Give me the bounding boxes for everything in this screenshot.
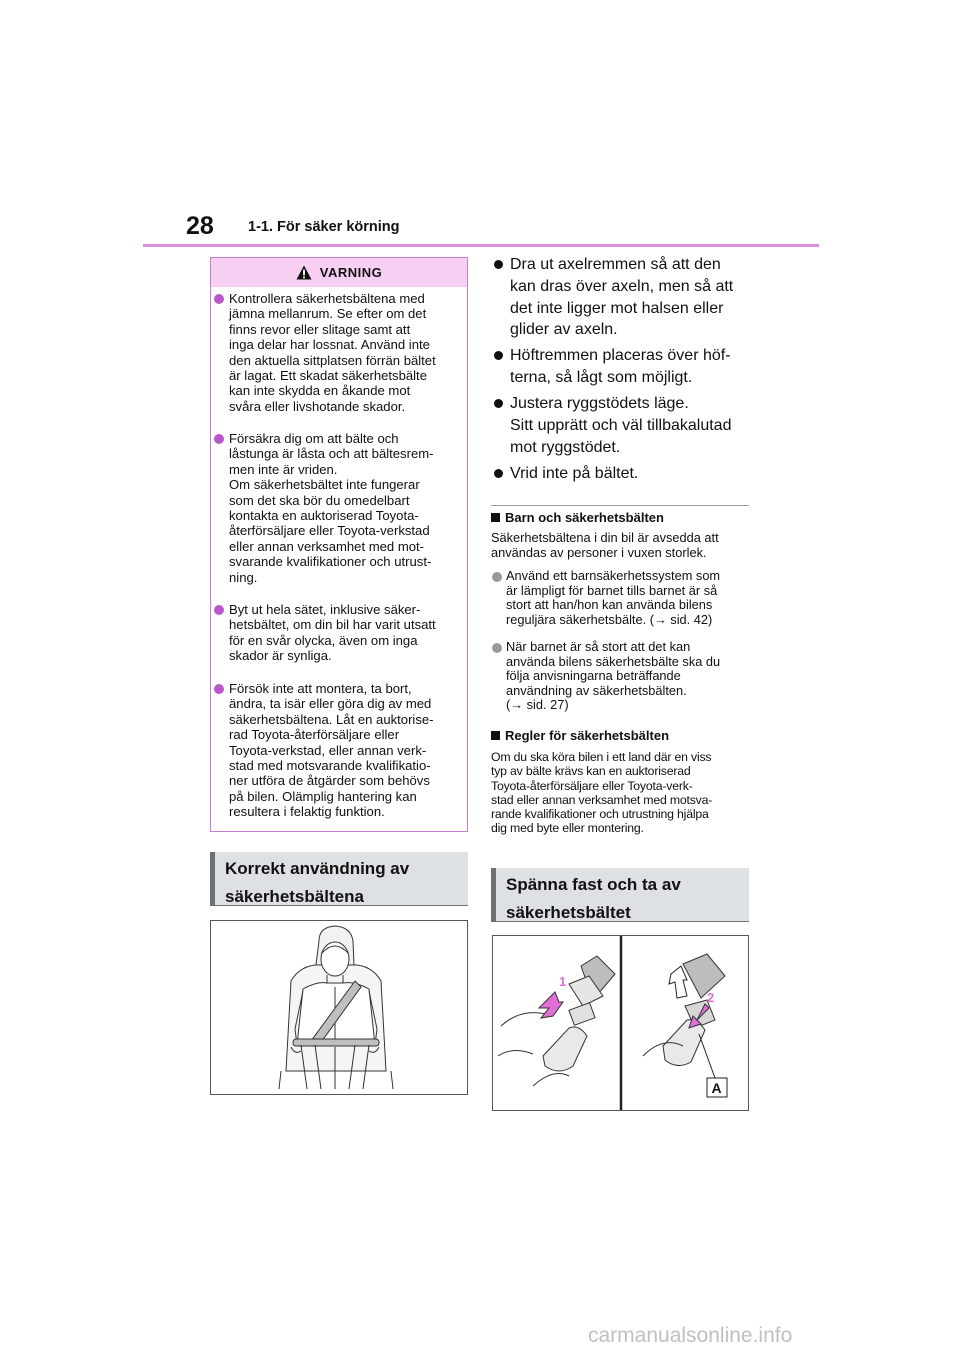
warning-item <box>214 291 466 414</box>
callout-label-a: A <box>711 1080 722 1096</box>
usage-list-item <box>494 393 759 458</box>
square-bullet-icon <box>491 513 500 522</box>
callout-label-1: 1 <box>559 974 567 989</box>
bullet-dot-icon <box>214 684 224 694</box>
usage-item-text: Justera ryggstödets läge. Sitt upprätt och väl tillbakalutad mot ryggstödet. <box>510 395 732 456</box>
usage-list-item <box>494 254 759 341</box>
warning-item <box>214 431 466 585</box>
section-divider <box>491 505 749 506</box>
warning-item-text: Byt ut hela sätet, inklusive säker- hetsbältet, om din bil har varit utsatt för en svår olycka, även om inga skador är synliga. <box>229 602 436 664</box>
bullet-dot-icon <box>494 469 503 478</box>
bullet-dot-icon <box>214 294 224 304</box>
section-header-correct-use <box>210 852 468 906</box>
bullet-dot-icon <box>492 643 502 653</box>
arrow-up-icon <box>669 966 687 998</box>
arrow-push-icon <box>539 992 563 1018</box>
seatbelt-person-illustration <box>210 920 468 1095</box>
section-title: Korrekt användning av säkerhetsbältena <box>225 859 410 906</box>
subheading-children <box>491 510 664 525</box>
subheading-text: Regler för säkerhetsbälten <box>505 728 670 743</box>
warning-item <box>214 681 466 820</box>
usage-item-text: Dra ut axelremmen så att den kan dras över axeln, men så att det inte ligger mot halsen eller glider av axeln. <box>510 256 734 339</box>
rules-text: Om du ska köra bilen i ett land där en viss typ av bälte krävs kan en auktoriserad Toyota-återförsäljare eller Toyota-verk- stad eller annan verksamhet med motsva- rande kvalifikationer och utrustning hjälpa dig med byte eller montering. <box>491 750 713 836</box>
subheading-text: Barn och säkerhetsbälten <box>505 510 664 525</box>
chapter-title: 1-1. För säker körning <box>248 219 400 235</box>
square-bullet-icon <box>491 731 500 740</box>
callout-label-2: 2 <box>707 990 715 1005</box>
bullet-dot-icon <box>214 434 224 444</box>
usage-list-item <box>494 463 759 485</box>
children-item-text: När barnet är så stort att det kan använda bilens säkerhetsbälte ska du följa anvisningarna beträffande användning av säkerhetsbälten. (→ sid. 27) <box>506 639 721 713</box>
seated-person-drawing <box>211 921 467 1094</box>
warning-title: VARNING <box>319 265 383 280</box>
warning-item-text: Försäkra dig om att bälte och låstunga är låsta och att bältesrem- men inte är vriden. Om säkerhetsbältet inte fungerar som det ska bör du omedelbart kontakta en auktoriserad Toyota- återförsäljare eller Toyota-verkstad eller annan verksamhet med mot- svarande kvalifikationer och utrust- ning. <box>229 431 434 585</box>
children-intro: Säkerhetsbältena i din bil är avsedda att användas av personer i vuxen storlek. <box>491 530 719 560</box>
section-title: Spänna fast och ta av säkerhetsbältet <box>506 875 681 922</box>
children-item-text: Använd ett barnsäkerhetssystem som är lämpligt för barnet tills barnet är så stort att han/hon kan använda bilens reguljära säkerhetsbälte. (→ sid. 42) <box>506 568 721 627</box>
bullet-dot-icon <box>494 399 503 408</box>
warning-triangle-icon <box>296 265 312 280</box>
buckle-illustration <box>492 935 749 1111</box>
bullet-dot-icon <box>492 572 502 582</box>
subheading-rules <box>491 728 669 743</box>
page-number: 28 <box>186 212 214 240</box>
children-list-item <box>491 569 751 627</box>
usage-item-text: Vrid inte på bältet. <box>510 465 639 482</box>
warning-item <box>214 602 466 664</box>
usage-list-item <box>494 345 759 389</box>
warning-item-text: Försök inte att montera, ta bort, ändra, ta isär eller göra dig av med säkerhetsbältena. Låt en auktorise- rad Toyota-återförsäljare eller Toyota-verkstad, eller annan verk- stad med motsvarande kvalifikatio- ner utföra de åtgärder som behövs på bilen. Olämplig hantering kan resultera i felaktig funktion. <box>229 681 434 820</box>
watermark-text: carmanualsonline.info <box>588 1324 793 1347</box>
header-divider <box>143 244 819 247</box>
warning-header <box>211 258 467 287</box>
section-header-fasten <box>491 868 749 922</box>
bullet-dot-icon <box>494 351 503 360</box>
warning-item-text: Kontrollera säkerhetsbältena med jämna mellanrum. Se efter om det finns revor eller slitage samt att inga delar har lossnat. Använd inte den aktuella sittplatsen förrän bältet är lagat. Ett skadat säkerhetsbälte kan inte skydda en åkande mot svåra eller livshotande skador. <box>229 291 436 414</box>
usage-item-text: Höftremmen placeras över höf- terna, så lågt som möjligt. <box>510 347 731 386</box>
buckle-drawing <box>493 936 748 1110</box>
bullet-dot-icon <box>494 260 503 269</box>
bullet-dot-icon <box>214 605 224 615</box>
warning-box <box>210 257 468 832</box>
children-list-item <box>491 640 751 713</box>
